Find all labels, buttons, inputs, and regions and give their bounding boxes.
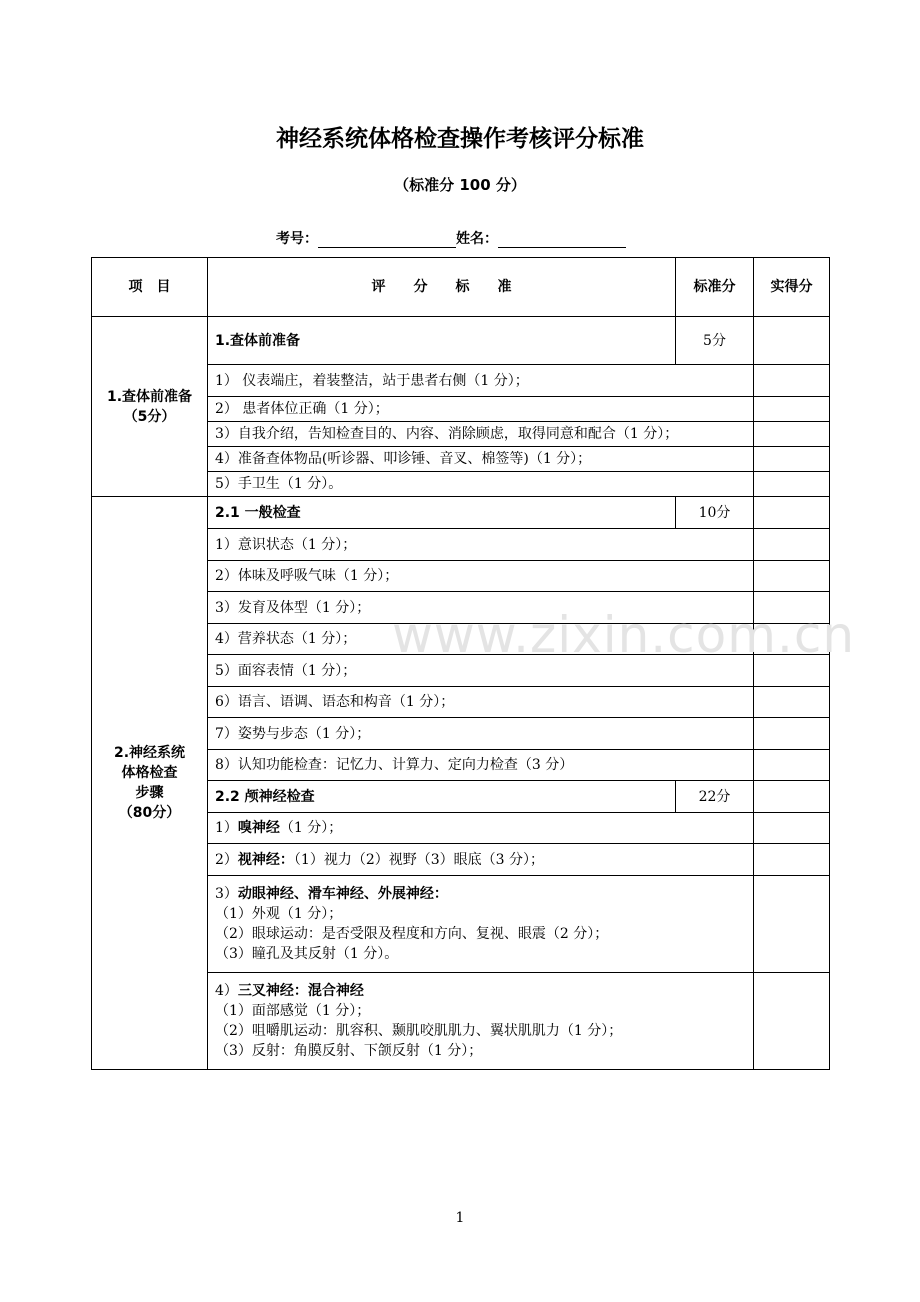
- criteria-item: 8）认知功能检查：记忆力、计算力、定向力检查（3 分）: [208, 750, 754, 781]
- criteria-item: 3）自我介绍，告知检查目的、内容、消除顾虑，取得同意和配合（1 分）；: [208, 422, 754, 447]
- actual-score-cell[interactable]: [754, 472, 830, 497]
- actual-score-cell[interactable]: [754, 718, 830, 750]
- criteria-item: 5）手卫生（1 分）。: [208, 472, 754, 497]
- candidate-info-line: [276, 228, 626, 248]
- table-header-row: [92, 258, 830, 317]
- cranial-nerve-standard-score: 22分: [676, 781, 754, 813]
- actual-score-cell[interactable]: [754, 973, 830, 1070]
- criteria-item: 3）动眼神经、滑车神经、外展神经： （1）外观（1 分）； （2）眼球运动：是否受限及程度和方向、复视、眼震（2 分）； （3）瞳孔及其反射（1 分）。: [208, 876, 754, 973]
- section-1-sub-title: 1.查体前准备: [208, 317, 676, 365]
- criteria-item: 6）语言、语调、语态和构音（1 分）；: [208, 687, 754, 718]
- general-exam-title: 2.1 一般检查: [208, 497, 676, 529]
- actual-score-cell[interactable]: [754, 781, 830, 813]
- name-field[interactable]: [498, 233, 626, 248]
- header-standard-score: 标准分: [676, 258, 754, 317]
- actual-score-cell[interactable]: [754, 317, 830, 365]
- page-number: 1: [455, 1210, 465, 1226]
- criteria-item: 1） 仪表端庄，着装整洁，站于患者右侧（1 分）；: [208, 365, 754, 397]
- criteria-item: 4）三叉神经：混合神经 （1）面部感觉（1 分）； （2）咀嚼肌运动：肌容积、颞肌咬肌肌力、翼状肌肌力（1 分）； （3）反射：角膜反射、下颌反射（1 分）；: [208, 973, 754, 1070]
- criteria-item: 5）面容表情（1 分）；: [208, 655, 754, 687]
- actual-score-cell[interactable]: [754, 397, 830, 422]
- page-title: 神经系统体格检查操作考核评分标准: [276, 126, 644, 152]
- actual-score-cell[interactable]: [754, 687, 830, 718]
- section-2-title: 2.神经系统 体格检查 步骤 （80分）: [92, 497, 208, 1070]
- name-label: 姓名：: [456, 231, 498, 247]
- actual-score-cell[interactable]: [754, 844, 830, 876]
- criteria-item: 2）视神经：（1）视力（2）视野（3）眼底（3 分）；: [208, 844, 754, 876]
- section-1-standard-score: 5分: [676, 317, 754, 365]
- criteria-item: 1）意识状态（1 分）；: [208, 529, 754, 561]
- header-item: 项 目: [92, 258, 208, 317]
- page-subtitle: （标准分 100 分）: [394, 176, 526, 194]
- criteria-item: 2） 患者体位正确（1 分）；: [208, 397, 754, 422]
- actual-score-cell[interactable]: [754, 365, 830, 397]
- table-row: [92, 317, 830, 365]
- exam-no-label: 考号：: [276, 231, 318, 247]
- criteria-item: 4）准备查体物品(听诊器、叩诊锤、音叉、棉签等)（1 分）；: [208, 447, 754, 472]
- criteria-item: 2）体味及呼吸气味（1 分）；: [208, 561, 754, 592]
- cranial-nerve-title: 2.2 颅神经检查: [208, 781, 676, 813]
- watermark: www.zixin.com.cn: [392, 606, 856, 664]
- header-criteria: 评 分 标 准: [208, 258, 676, 317]
- actual-score-cell[interactable]: [754, 447, 830, 472]
- actual-score-cell[interactable]: [754, 422, 830, 447]
- actual-score-cell[interactable]: [754, 529, 830, 561]
- criteria-item: 4）营养状态（1 分）；: [208, 624, 754, 655]
- exam-no-field[interactable]: [318, 233, 456, 248]
- section-1-title: 1.查体前准备 （5分）: [92, 317, 208, 497]
- table-row: [92, 497, 830, 529]
- general-exam-standard-score: 10分: [676, 497, 754, 529]
- actual-score-cell[interactable]: [754, 750, 830, 781]
- actual-score-cell[interactable]: [754, 561, 830, 592]
- actual-score-cell[interactable]: [754, 497, 830, 529]
- header-actual-score: 实得分: [754, 258, 830, 317]
- criteria-item: 1）嗅神经（1 分）；: [208, 813, 754, 844]
- criteria-item: 3）发育及体型（1 分）；: [208, 592, 754, 624]
- actual-score-cell[interactable]: [754, 813, 830, 844]
- actual-score-cell[interactable]: [754, 876, 830, 973]
- criteria-item: 7）姿势与步态（1 分）；: [208, 718, 754, 750]
